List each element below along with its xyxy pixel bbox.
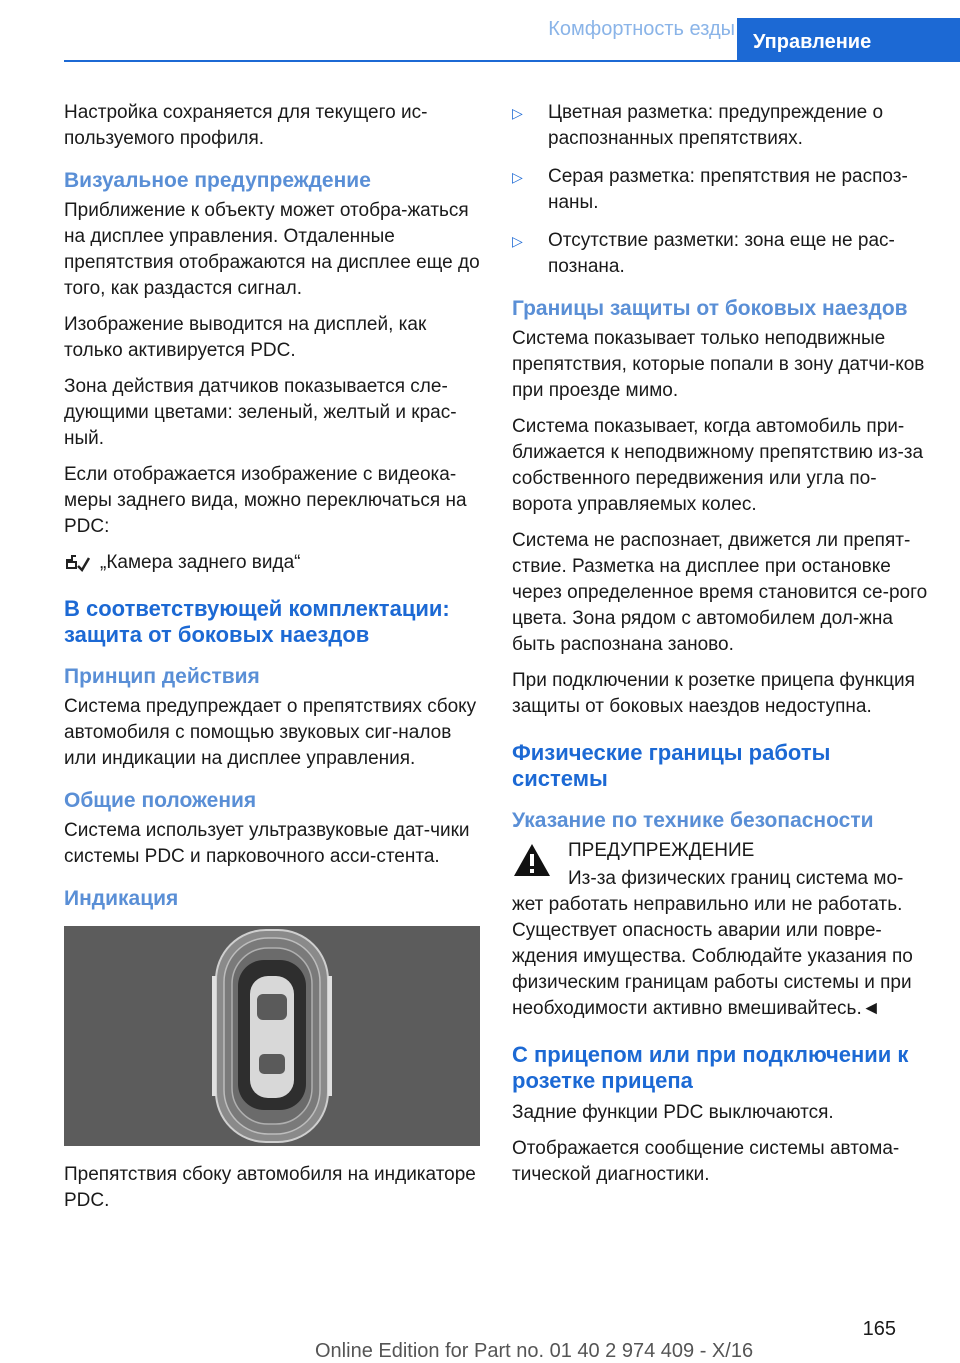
heading-principle: Принцип действия <box>64 665 260 688</box>
heading-display: Индикация <box>64 887 179 910</box>
paragraph: Задние функции PDC выключаются. <box>512 1102 834 1123</box>
bullet-triangle-icon: ▷ <box>512 105 523 121</box>
paragraph: Настройка сохраняется для текущего ис-пользуемого профиля. <box>64 102 428 149</box>
warning-title: ПРЕДУПРЕЖДЕНИЕ <box>568 840 755 861</box>
paragraph: Зона действия датчиков показывается сле-дующими цветами: зеленый, желтый и крас-ный. <box>64 376 457 449</box>
marking-list <box>512 100 932 280</box>
heading-side-protection: В соответствующей комплектации: защита от боковых наездов <box>64 596 450 647</box>
paragraph: Система показывает только неподвижные препятствия, которые попали в зону датчи-ков при проезде мимо. <box>512 328 925 401</box>
warning-triangle-icon <box>512 842 552 878</box>
paragraph: Если отображается изображение с видеока-меры заднего вида, можно переключаться на PDC: <box>64 464 467 537</box>
paragraph: Система использует ультразвуковые дат-чики системы PDC и парковочного асси-стента. <box>64 820 470 867</box>
left-column <box>64 100 482 1224</box>
edition-note: Online Edition for Part no. 01 40 2 974 409 - X/16 <box>315 1340 754 1362</box>
section-title: Комфортность езды <box>548 18 735 40</box>
heading-safety: Указание по технике безопасности <box>512 809 874 832</box>
paragraph: Отображается сообщение системы автома-тической диагностики. <box>512 1138 900 1185</box>
header-rule <box>64 60 960 62</box>
paragraph: Система показывает, когда автомобиль при-ближается к неподвижному препятствию из-за собственного передвижения или угла по-ворота управляемых колес. <box>512 416 924 515</box>
paragraph: Изображение выводится на дисплей, как только активируется PDC. <box>64 314 427 361</box>
camera-icon <box>64 552 90 574</box>
page-header <box>0 0 960 62</box>
warning-text: Из-за физических границ система мо-жет работать неправильно или не работать. Существует опасность аварии или повре-ждения имущества. Соблюдайте указания по физическим границам работы системы и при необходимости активно вмешивайтесь.◄ <box>512 868 913 1019</box>
heading-boundaries: Границы защиты от боковых наездов <box>512 297 908 320</box>
heading-visual-warning: Визуальное предупреждение <box>64 169 371 192</box>
bullet-triangle-icon: ▷ <box>512 233 523 249</box>
list-item: ▷ Цветная разметка: предупреждение о распознанных препятствиях. <box>512 102 884 149</box>
image-caption: Препятствия сбоку автомобиля на индикаторе PDC. <box>64 1164 476 1211</box>
paragraph: Приближение к объекту может отобра-жаться на дисплее управления. Отдаленные препятствия отображаются на дисплее еще до того, как раздастся сигнал. <box>64 200 480 299</box>
pdc-display-image <box>64 926 480 1146</box>
heading-trailer: С прицепом или при подключении к розетке прицепа <box>512 1042 909 1093</box>
paragraph: При подключении к розетке прицепа функция защиты от боковых наездов недоступна. <box>512 670 915 717</box>
warning-block <box>512 838 932 1022</box>
bullet-triangle-icon: ▷ <box>512 169 523 185</box>
camera-line <box>64 550 482 576</box>
page-number: 165 <box>862 1318 896 1340</box>
heading-physical-limits: Физические границы работы системы <box>512 740 831 791</box>
paragraph: Система не распознает, движется ли препят-ствие. Разметка на дисплее при остановке через определенное время становится се-рого цвета. Зона рядом с автомобилем дол-жна быть распознана заново. <box>512 530 928 655</box>
right-column <box>512 100 932 1198</box>
heading-general: Общие положения <box>64 789 257 812</box>
camera-label: „Камера заднего вида“ <box>100 552 301 573</box>
list-item: ▷ Отсутствие разметки: зона еще не рас-познана. <box>512 230 895 277</box>
paragraph: Система предупреждает о препятствиях сбоку автомобиля с помощью звуковых сиг-налов или индикации на дисплее управления. <box>64 696 477 769</box>
chapter-tab: Управление <box>737 18 960 60</box>
list-item: ▷ Серая разметка: препятствия не распоз-наны. <box>512 166 908 213</box>
